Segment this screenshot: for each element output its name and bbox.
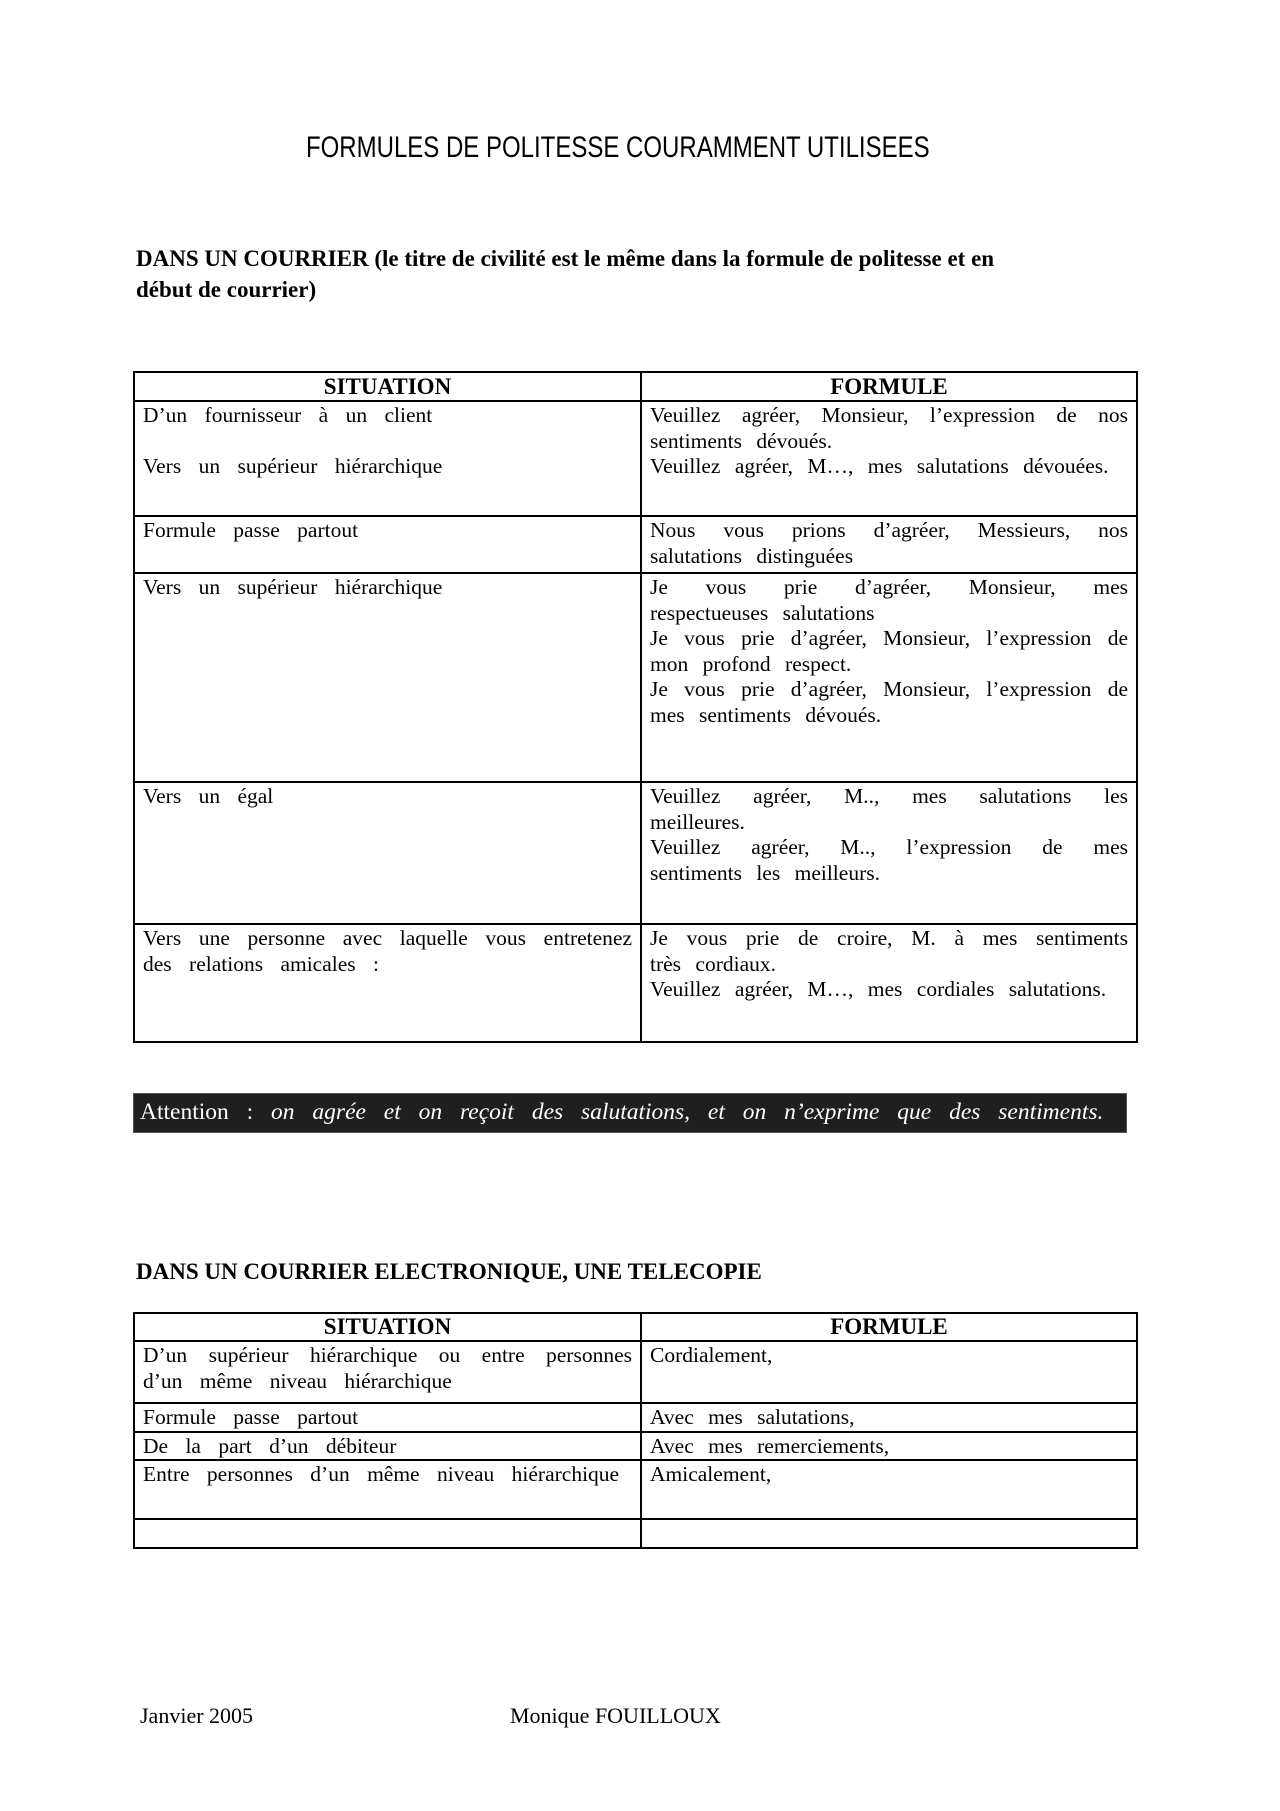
page-title-text: FORMULES DE POLITESSE COURAMMENT UTILISEES [306, 131, 930, 164]
cell-paragraph: Vers un supérieur hiérarchique [143, 454, 443, 478]
situation-header: SITUATION [134, 1313, 641, 1341]
cell-paragraph: D’un fournisseur à un client [143, 403, 433, 427]
table-row [134, 1519, 1137, 1548]
formule-cell [641, 1519, 1137, 1548]
cell-paragraph [143, 429, 632, 455]
table-row [134, 516, 1137, 573]
attention-banner [133, 1093, 1127, 1133]
formule-cell [641, 1432, 1137, 1461]
cell-paragraph: Je vous prie d’agréer, Monsieur, l’expression de mon profond respect. [650, 626, 1128, 676]
table-header-row [134, 372, 1137, 401]
formule-cell [641, 573, 1137, 782]
cell-paragraph: Veuillez agréer, M.., l’expression de mes sentiments les meilleurs. [650, 835, 1128, 885]
cell-paragraph: Entre personnes d’un même niveau hiérarchique [143, 1462, 620, 1486]
table-row [134, 1403, 1137, 1432]
table-row [134, 1432, 1137, 1461]
attention-text: on agrée et on reçoit des salutations, et on n’exprime que des sentiments. [271, 1099, 1104, 1125]
footer-author: Monique FOUILLOUX [510, 1703, 721, 1728]
formule-cell [641, 516, 1137, 573]
table-header-row [134, 1313, 1137, 1341]
formule-header: FORMULE [641, 1313, 1137, 1341]
table-row [134, 924, 1137, 1042]
situation-cell [134, 573, 641, 782]
cell-paragraph: Je vous prie d’agréer, Monsieur, mes respectueuses salutations [650, 575, 1128, 625]
section-heading-courrier: DANS UN COURRIER (le titre de civilité est le même dans la formule de politesse et en début de courrier) [136, 246, 995, 302]
page-title [133, 131, 1103, 165]
table-row [134, 782, 1137, 924]
cell-paragraph: Avec mes salutations, [650, 1405, 855, 1429]
cell-paragraph: Vers un supérieur hiérarchique [143, 575, 443, 599]
cell-paragraph: Amicalement, [650, 1462, 772, 1486]
cell-paragraph: Veuillez agréer, M…, mes salutations dévouées. [650, 454, 1109, 478]
cell-paragraph: Cordialement, [650, 1343, 773, 1367]
cell-paragraph: Nous vous prions d’agréer, Messieurs, nos salutations distinguées [650, 518, 1128, 568]
table-row [134, 1341, 1137, 1403]
section-heading-courrier-electronique: DANS UN COURRIER ELECTRONIQUE, UNE TELECOPIE [136, 1259, 762, 1284]
attention-label: Attention : [140, 1099, 254, 1125]
situation-cell [134, 1432, 641, 1461]
situation-cell [134, 782, 641, 924]
cell-paragraph [650, 1521, 1128, 1547]
cell-paragraph: Vers une personne avec laquelle vous entretenez des relations amicales : [143, 926, 632, 976]
formule-cell [641, 1403, 1137, 1432]
cell-paragraph [143, 1521, 632, 1547]
cell-paragraph: Je vous prie d’agréer, Monsieur, l’expression de mes sentiments dévoués. [650, 677, 1128, 727]
table-row [134, 573, 1137, 782]
cell-paragraph: Veuillez agréer, Monsieur, l’expression de nos sentiments dévoués. [650, 403, 1128, 453]
situation-header: SITUATION [134, 372, 641, 401]
situation-cell [134, 1341, 641, 1403]
cell-paragraph: Formule passe partout [143, 1405, 359, 1429]
table-row [134, 401, 1137, 516]
formule-cell [641, 1341, 1137, 1403]
formule-cell [641, 401, 1137, 516]
cell-paragraph: Vers un égal [143, 784, 274, 808]
cell-paragraph: Avec mes remerciements, [650, 1433, 890, 1458]
cell-paragraph: Formule passe partout [143, 518, 359, 542]
politeness-table-courrier [133, 371, 1138, 1043]
formule-header: FORMULE [641, 372, 1137, 401]
formule-cell [641, 1460, 1137, 1519]
situation-cell [134, 516, 641, 573]
formule-cell [641, 782, 1137, 924]
cell-paragraph: Je vous prie de croire, M. à mes sentiments très cordiaux. [650, 926, 1128, 976]
formule-cell [641, 924, 1137, 1042]
situation-cell [134, 1460, 641, 1519]
situation-cell [134, 924, 641, 1042]
table-row [134, 1460, 1137, 1519]
situation-cell [134, 1519, 641, 1548]
situation-cell [134, 1403, 641, 1432]
cell-paragraph: Veuillez agréer, M.., mes salutations les meilleures. [650, 784, 1128, 834]
cell-paragraph: De la part d’un débiteur [143, 1433, 397, 1458]
footer-date: Janvier 2005 [140, 1703, 254, 1728]
situation-cell [134, 401, 641, 516]
cell-paragraph: D’un supérieur hiérarchique ou entre personnes d’un même niveau hiérarchique [143, 1343, 632, 1393]
politeness-table-electronique [133, 1312, 1138, 1549]
cell-paragraph: Veuillez agréer, M…, mes cordiales salutations. [650, 977, 1107, 1001]
